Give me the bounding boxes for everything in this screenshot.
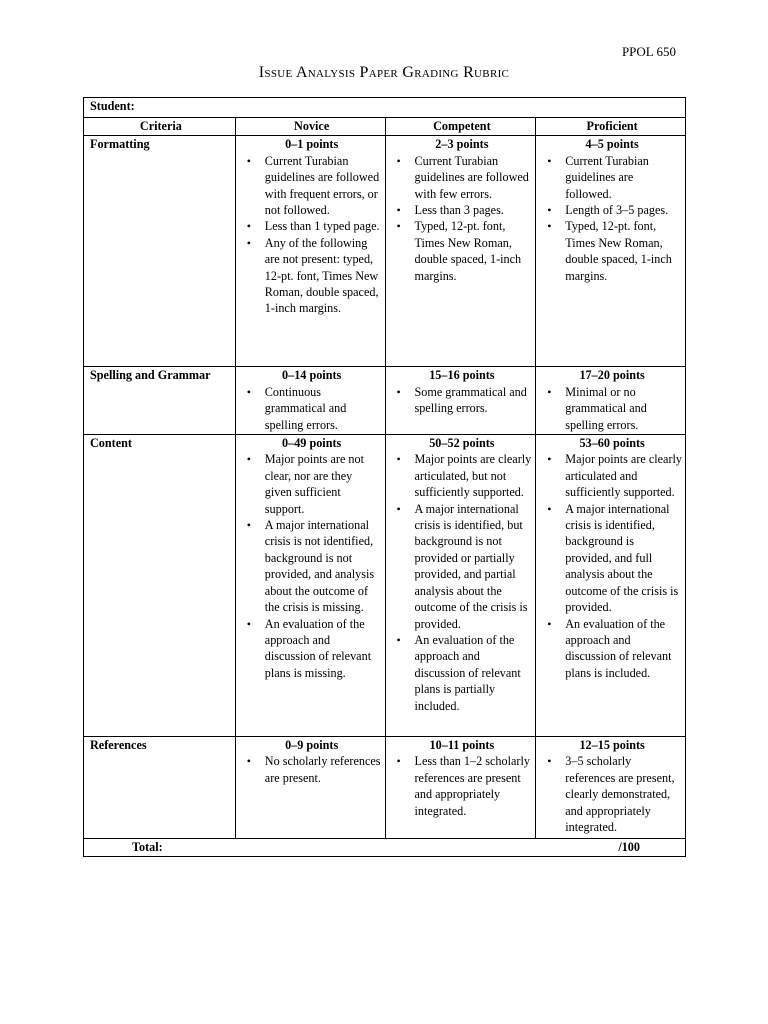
- points-range: 0–9 points: [285, 738, 339, 753]
- total-row: [84, 839, 686, 857]
- level-cell-proficient: [536, 737, 686, 839]
- points-range: 10–11 points: [429, 738, 495, 753]
- criteria-list: [542, 451, 682, 681]
- points-range: 53–60 points: [579, 436, 645, 451]
- criteria-item: • An evaluation of the approach and discussion of relevant plans is partially included.: [392, 632, 533, 714]
- criteria-item: • A major international crisis is identified, background is provided, and full analysis about the outcome of the crisis is provided.: [542, 501, 682, 616]
- points-range: 0–1 points: [285, 137, 339, 152]
- level-cell-proficient: [536, 435, 686, 737]
- rubric-body: [84, 136, 686, 839]
- criteria-list: [242, 451, 382, 681]
- criteria-item: • Current Turabian guidelines are followed with few errors.: [392, 153, 533, 202]
- criteria-item: • Minimal or no grammatical and spelling errors.: [542, 384, 682, 433]
- points-range: 50–52 points: [429, 436, 495, 451]
- points-range: 4–5 points: [585, 137, 639, 152]
- criteria-list: [542, 384, 682, 433]
- points-range: 0–14 points: [282, 368, 342, 383]
- criterion-label: Content: [84, 435, 236, 737]
- course-code: PPOL 650: [621, 44, 676, 59]
- level-cell-novice: [235, 136, 385, 367]
- level-cell-competent: [385, 435, 536, 737]
- criteria-item: • An evaluation of the approach and discussion of relevant plans is included.: [542, 616, 682, 682]
- rubric-row-spelling-grammar: [84, 367, 686, 435]
- criteria-item: • Length of 3–5 pages.: [542, 202, 682, 218]
- level-cell-novice: [235, 367, 385, 435]
- criteria-list: [392, 753, 533, 819]
- rubric-row-content: [84, 435, 686, 737]
- total-value: /100: [618, 840, 640, 855]
- column-header-novice: Novice: [235, 118, 385, 136]
- level-cell-proficient: [536, 136, 686, 367]
- points-range: 0–49 points: [282, 436, 342, 451]
- criteria-item: • Less than 1–2 scholarly references are present and appropriately integrated.: [392, 753, 533, 819]
- criteria-item: • Less than 1 typed page.: [242, 218, 382, 234]
- points-range: 17–20 points: [579, 368, 645, 383]
- criteria-item: • Current Turabian guidelines are followed.: [542, 153, 682, 202]
- criteria-item: • Typed, 12-pt. font, Times New Roman, double spaced, 1-inch margins.: [542, 218, 682, 284]
- column-header-proficient: Proficient: [536, 118, 686, 136]
- student-label: Student:: [84, 98, 686, 118]
- level-cell-competent: [385, 136, 536, 367]
- criterion-label: Spelling and Grammar: [84, 367, 236, 435]
- points-range: 2–3 points: [435, 137, 489, 152]
- page-title: Issue Analysis Paper Grading Rubric: [258, 64, 510, 81]
- criteria-list: [242, 753, 382, 786]
- criteria-item: • Any of the following are not present: typed, 12-pt. font, Times New Roman, double spaced, 1-inch margins.: [242, 235, 382, 317]
- criteria-list: [542, 753, 682, 835]
- points-range: 15–16 points: [429, 368, 495, 383]
- grading-rubric-table: [83, 97, 686, 857]
- criteria-item: • An evaluation of the approach and discussion of relevant plans is missing.: [242, 616, 382, 682]
- criteria-item: • Some grammatical and spelling errors.: [392, 384, 533, 417]
- criteria-item: • Continuous grammatical and spelling errors.: [242, 384, 382, 433]
- level-cell-novice: [235, 737, 385, 839]
- level-cell-competent: [385, 737, 536, 839]
- total-label: Total:: [132, 840, 163, 855]
- student-row: [84, 98, 686, 118]
- level-cell-competent: [385, 367, 536, 435]
- level-cell-novice: [235, 435, 385, 737]
- criteria-list: [242, 384, 382, 433]
- criteria-item: • A major international crisis is not identified, background is not provided, and analysis about the outcome of the crisis is missing.: [242, 517, 382, 615]
- level-cell-proficient: [536, 367, 686, 435]
- criteria-list: [392, 451, 533, 714]
- criteria-item: • Major points are clearly articulated, but not sufficiently supported.: [392, 451, 533, 500]
- criteria-item: • A major international crisis is identified, but background is not provided or partially provided, and partial analysis about the outcome of the crisis is provided.: [392, 501, 533, 632]
- criteria-item: • Less than 3 pages.: [392, 202, 533, 218]
- column-header-competent: Competent: [385, 118, 536, 136]
- criteria-item: • Major points are not clear, nor are they given sufficient support.: [242, 451, 382, 517]
- criterion-label: References: [84, 737, 236, 839]
- criteria-item: • No scholarly references are present.: [242, 753, 382, 786]
- criterion-label: Formatting: [84, 136, 236, 367]
- rubric-row-references: [84, 737, 686, 839]
- criteria-list: [392, 153, 533, 284]
- column-header-criteria: Criteria: [84, 118, 236, 136]
- criteria-item: • Current Turabian guidelines are followed with frequent errors, or not followed.: [242, 153, 382, 219]
- rubric-row-formatting: [84, 136, 686, 367]
- criteria-list: [542, 153, 682, 284]
- criteria-item: • 3–5 scholarly references are present, clearly demonstrated, and appropriately integrated.: [542, 753, 682, 835]
- criteria-list: [242, 153, 382, 317]
- total-cell: [84, 839, 686, 857]
- points-range: 12–15 points: [579, 738, 645, 753]
- criteria-list: [392, 384, 533, 417]
- header-row: [84, 118, 686, 136]
- criteria-item: • Major points are clearly articulated and sufficiently supported.: [542, 451, 682, 500]
- criteria-item: • Typed, 12-pt. font, Times New Roman, double spaced, 1-inch margins.: [392, 218, 533, 284]
